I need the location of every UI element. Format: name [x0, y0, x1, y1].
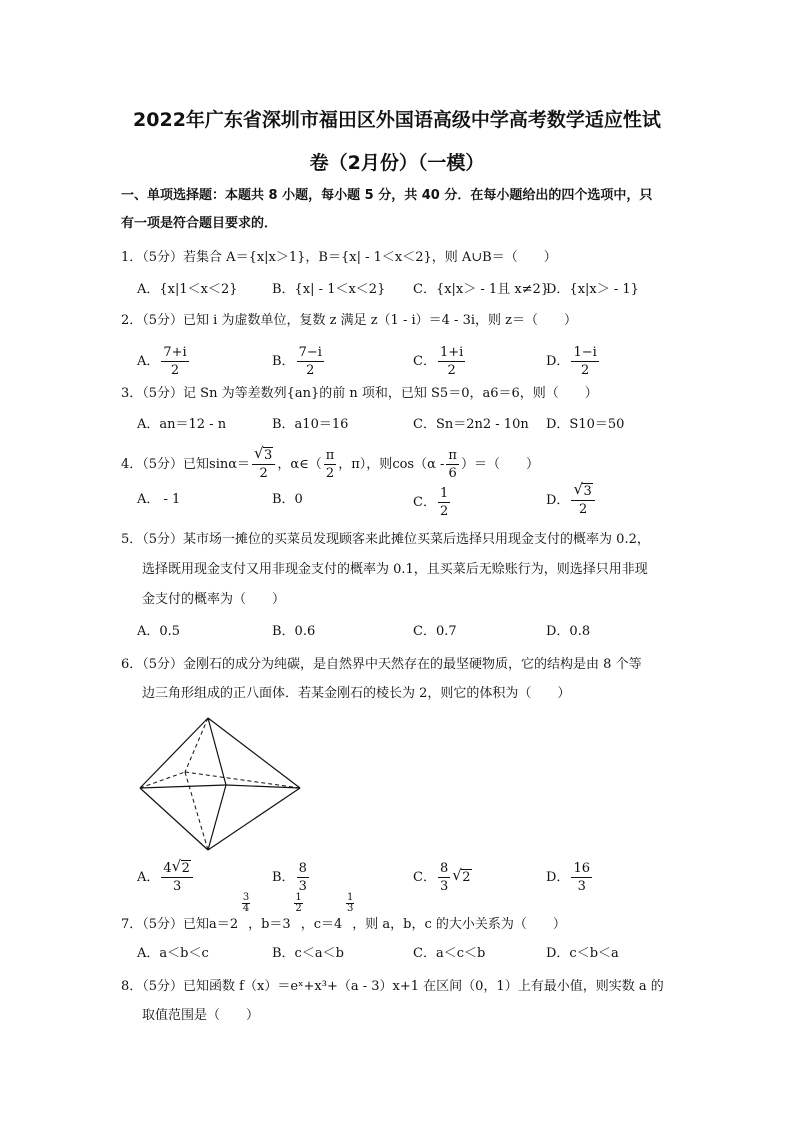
octahedron-diagram — [130, 712, 310, 857]
q7-c-eq: ，c＝ — [300, 917, 334, 932]
q6-option-b — [272, 862, 311, 893]
q6-option-b-label: B． — [272, 870, 295, 885]
q3-stem: 3．（5分）记 Sn 为等差数列{an}的前 n 项和，已知 S5＝0，a6＝6，则（ ） — [121, 386, 598, 401]
q4-sin-den: 2 — [259, 466, 268, 481]
q6-a-num — [161, 862, 193, 878]
sqrt-icon — [452, 868, 471, 888]
q2-b-numerator: 7−i — [298, 345, 322, 360]
q5-option-d: D．0.8 — [546, 624, 591, 639]
q7-stem — [121, 892, 566, 935]
q8-line1: 8．（5分）已知函数 f（x）＝eˣ+x³+（a - 3）x+1 在区间（0，1）上有最小值，则实数 a 的 — [121, 979, 664, 994]
q2-option-a — [137, 346, 191, 377]
q4-sqrt3-over-2-num — [252, 449, 275, 465]
q6-line2: 边三角形组成的正八面体．若某金刚石的棱长为 2，则它的体积为（ ） — [142, 686, 571, 701]
q7-c-power — [333, 892, 354, 935]
q7-option-c: C．a＜c＜b — [413, 946, 486, 961]
q4-after: ，π），则 — [338, 457, 393, 472]
q3-option-a: A．an＝12 - n — [137, 417, 227, 432]
q6-option-c-label: C． — [413, 870, 436, 885]
q4-pi-over-2 — [324, 449, 337, 480]
q4-pi-6-den: 6 — [448, 466, 457, 481]
q7-b-eq: ，b＝ — [248, 917, 283, 932]
q7-a-eq: a＝ — [209, 917, 230, 932]
sqrt-icon — [254, 449, 273, 462]
q4-pi: π — [325, 448, 335, 463]
q7-c-exp-num: 1 — [346, 892, 354, 903]
q5-option-b: B．0.6 — [272, 624, 316, 639]
q4-option-d-fraction — [571, 485, 594, 516]
q4-mid: ，α∈（ — [277, 457, 322, 472]
q5-line1: 5．（5分）某市场一摊位的买菜员发现顾客来此摊位买菜后选择只用现金支付的概率为 0.2， — [121, 532, 650, 547]
q6-b-num: 8 — [298, 861, 307, 876]
q1-option-d: D．{x|x＞ - 1} — [546, 282, 639, 297]
q7-a-exp-den: 4 — [242, 903, 250, 914]
q4-option-b: B．0 — [272, 492, 303, 507]
q2-d-denominator: 2 — [580, 363, 590, 378]
q2-option-c-fraction — [438, 346, 465, 377]
q6-b-den: 3 — [298, 879, 307, 894]
q3-option-c: C．Sn＝2n2 - 10n — [413, 417, 529, 432]
q8-line2: 取值范围是（ ） — [142, 1008, 260, 1023]
q7-option-b: B．c＜a＜b — [272, 946, 344, 961]
q6-d-den: 3 — [577, 879, 586, 894]
q4-option-c-label: C． — [413, 495, 436, 510]
q4-option-c — [413, 487, 452, 518]
q4-end: ）＝（ ） — [460, 457, 539, 472]
q7-suffix: ，则 a，b，c 的大小关系为（ ） — [352, 917, 566, 932]
q7-a-base: 2 — [229, 917, 239, 932]
q4-stem — [121, 449, 539, 480]
q2-a-denominator: 2 — [170, 363, 180, 378]
q6-option-a — [137, 862, 195, 893]
q6-c-radicand: 2 — [462, 870, 471, 885]
q2-d-numerator: 1−i — [573, 345, 597, 360]
exam-title-line1: 2022年广东省深圳市福田区外国语高级中学高考数学适应性试 — [133, 109, 661, 131]
q4-option-d-label: D． — [546, 493, 570, 508]
q4-d-den: 2 — [578, 502, 588, 517]
q4-c-den: 2 — [439, 504, 449, 519]
q2-b-denominator: 2 — [306, 363, 315, 378]
q2-option-d-fraction — [571, 346, 598, 377]
q7-b-base: 3 — [282, 917, 291, 932]
q4-d-num — [571, 485, 594, 501]
q3-option-d: D．S10＝50 — [546, 417, 625, 432]
q5-line2: 选择既用现金支付又用非现金支付的概率为 0.1，且买菜后无赊账行为，则选择只用非现 — [142, 562, 648, 577]
q5-option-c: C．0.7 — [413, 624, 457, 639]
q6-option-a-label: A． — [137, 870, 160, 885]
q5-option-a: A．0.5 — [137, 624, 181, 639]
q7-c-base: 4 — [333, 917, 343, 932]
q7-a-power — [229, 892, 250, 935]
q4-c-num: 1 — [439, 486, 449, 501]
q3-option-b: B．a10＝16 — [272, 417, 349, 432]
q6-option-c-fraction — [438, 862, 450, 893]
section-heading-line2: 有一项是符合题目要求的． — [121, 216, 278, 231]
q6-option-b-fraction — [297, 862, 309, 893]
q2-c-denominator: 2 — [447, 363, 456, 378]
q4-sin: sinα＝ — [209, 457, 251, 472]
q6-line1: 6．（5分）金刚石的成分为纯碳，是自然界中天然存在的最坚硬物质，它的结构是由 8 个等 — [121, 657, 642, 672]
q1-option-c: C．{x|x＞ - 1且 x≠2} — [413, 282, 550, 297]
q7-a-exponent — [242, 893, 250, 914]
exam-title-line2: 卷（2月份）（一模） — [309, 152, 485, 174]
q4-pi-6-num: π — [448, 448, 457, 463]
q6-c-num: 8 — [439, 861, 449, 876]
q6-a-radicand: 2 — [181, 861, 190, 876]
sqrt-icon — [172, 862, 191, 875]
q4-d-radicand: 3 — [583, 484, 592, 499]
q4-pi-den: 2 — [325, 466, 335, 481]
q2-option-d-label: D． — [546, 354, 570, 369]
q6-option-d — [546, 862, 594, 893]
q6-d-num: 16 — [573, 861, 590, 876]
q2-a-numerator: 7+i — [163, 345, 187, 360]
q2-option-b-fraction — [297, 346, 324, 377]
q2-option-d — [546, 346, 601, 377]
q2-option-c — [413, 346, 467, 377]
q2-option-c-label: C． — [413, 354, 436, 369]
q7-b-exp-den: 2 — [295, 903, 302, 914]
q7-b-exponent — [294, 893, 302, 914]
q7-b-power — [282, 892, 302, 935]
q7-c-exp-den: 3 — [346, 903, 354, 914]
q6-a-den: 3 — [173, 879, 182, 894]
q7-c-exponent — [346, 893, 354, 914]
q6-option-d-fraction — [571, 862, 592, 893]
q6-option-a-fraction — [161, 862, 193, 893]
q2-option-b — [272, 346, 326, 377]
q4-sin-value — [252, 449, 275, 480]
q5-line3: 金支付的概率为（ ） — [142, 592, 286, 607]
q6-a-coef: 4 — [163, 861, 172, 876]
q6-option-d-label: D． — [546, 870, 570, 885]
q2-option-b-label: B． — [272, 354, 295, 369]
q1-option-b: B．{x| - 1＜x＜2} — [272, 282, 386, 297]
q4-cos: cos（α - — [392, 457, 445, 472]
section-heading-line1: 一、单项选择题：本题共 8 小题，每小题 5 分，共 40 分．在每小题给出的四个选项中，只 — [121, 188, 653, 203]
q7-b-exp-num: 1 — [295, 892, 302, 903]
q7-option-a: A．a＜b＜c — [137, 946, 209, 961]
q2-stem: 2．（5分）已知 i 为虚数单位，复数 z 满足 z（1 - i）＝4 - 3i，则 z＝（ ） — [121, 313, 577, 328]
q6-c-den: 3 — [439, 879, 449, 894]
q7-prefix: 7．（5分）已知 — [121, 917, 210, 932]
q4-pi-over-6 — [446, 449, 459, 480]
q6-option-c — [413, 862, 472, 893]
q2-option-a-fraction — [161, 346, 188, 377]
q7-a-exp-num: 3 — [242, 892, 250, 903]
q1-option-a: A．{x|1＜x＜2} — [137, 282, 238, 297]
q2-option-a-label: A． — [137, 354, 160, 369]
q1-stem: 1．（5分）若集合 A＝{x|x＞1}，B＝{x| - 1＜x＜2}，则 A∪B＝（ ） — [121, 250, 557, 265]
q7-option-d: D．c＜b＜a — [546, 946, 619, 961]
q4-option-c-fraction — [438, 487, 450, 518]
sqrt-icon — [573, 485, 592, 498]
q4-radicand: 3 — [264, 448, 273, 463]
q4-option-a: A． - 1 — [137, 492, 181, 507]
q4-option-d — [546, 485, 597, 516]
q2-c-numerator: 1+i — [439, 345, 464, 360]
q4-prefix: 4．（5分）已知 — [121, 457, 210, 472]
